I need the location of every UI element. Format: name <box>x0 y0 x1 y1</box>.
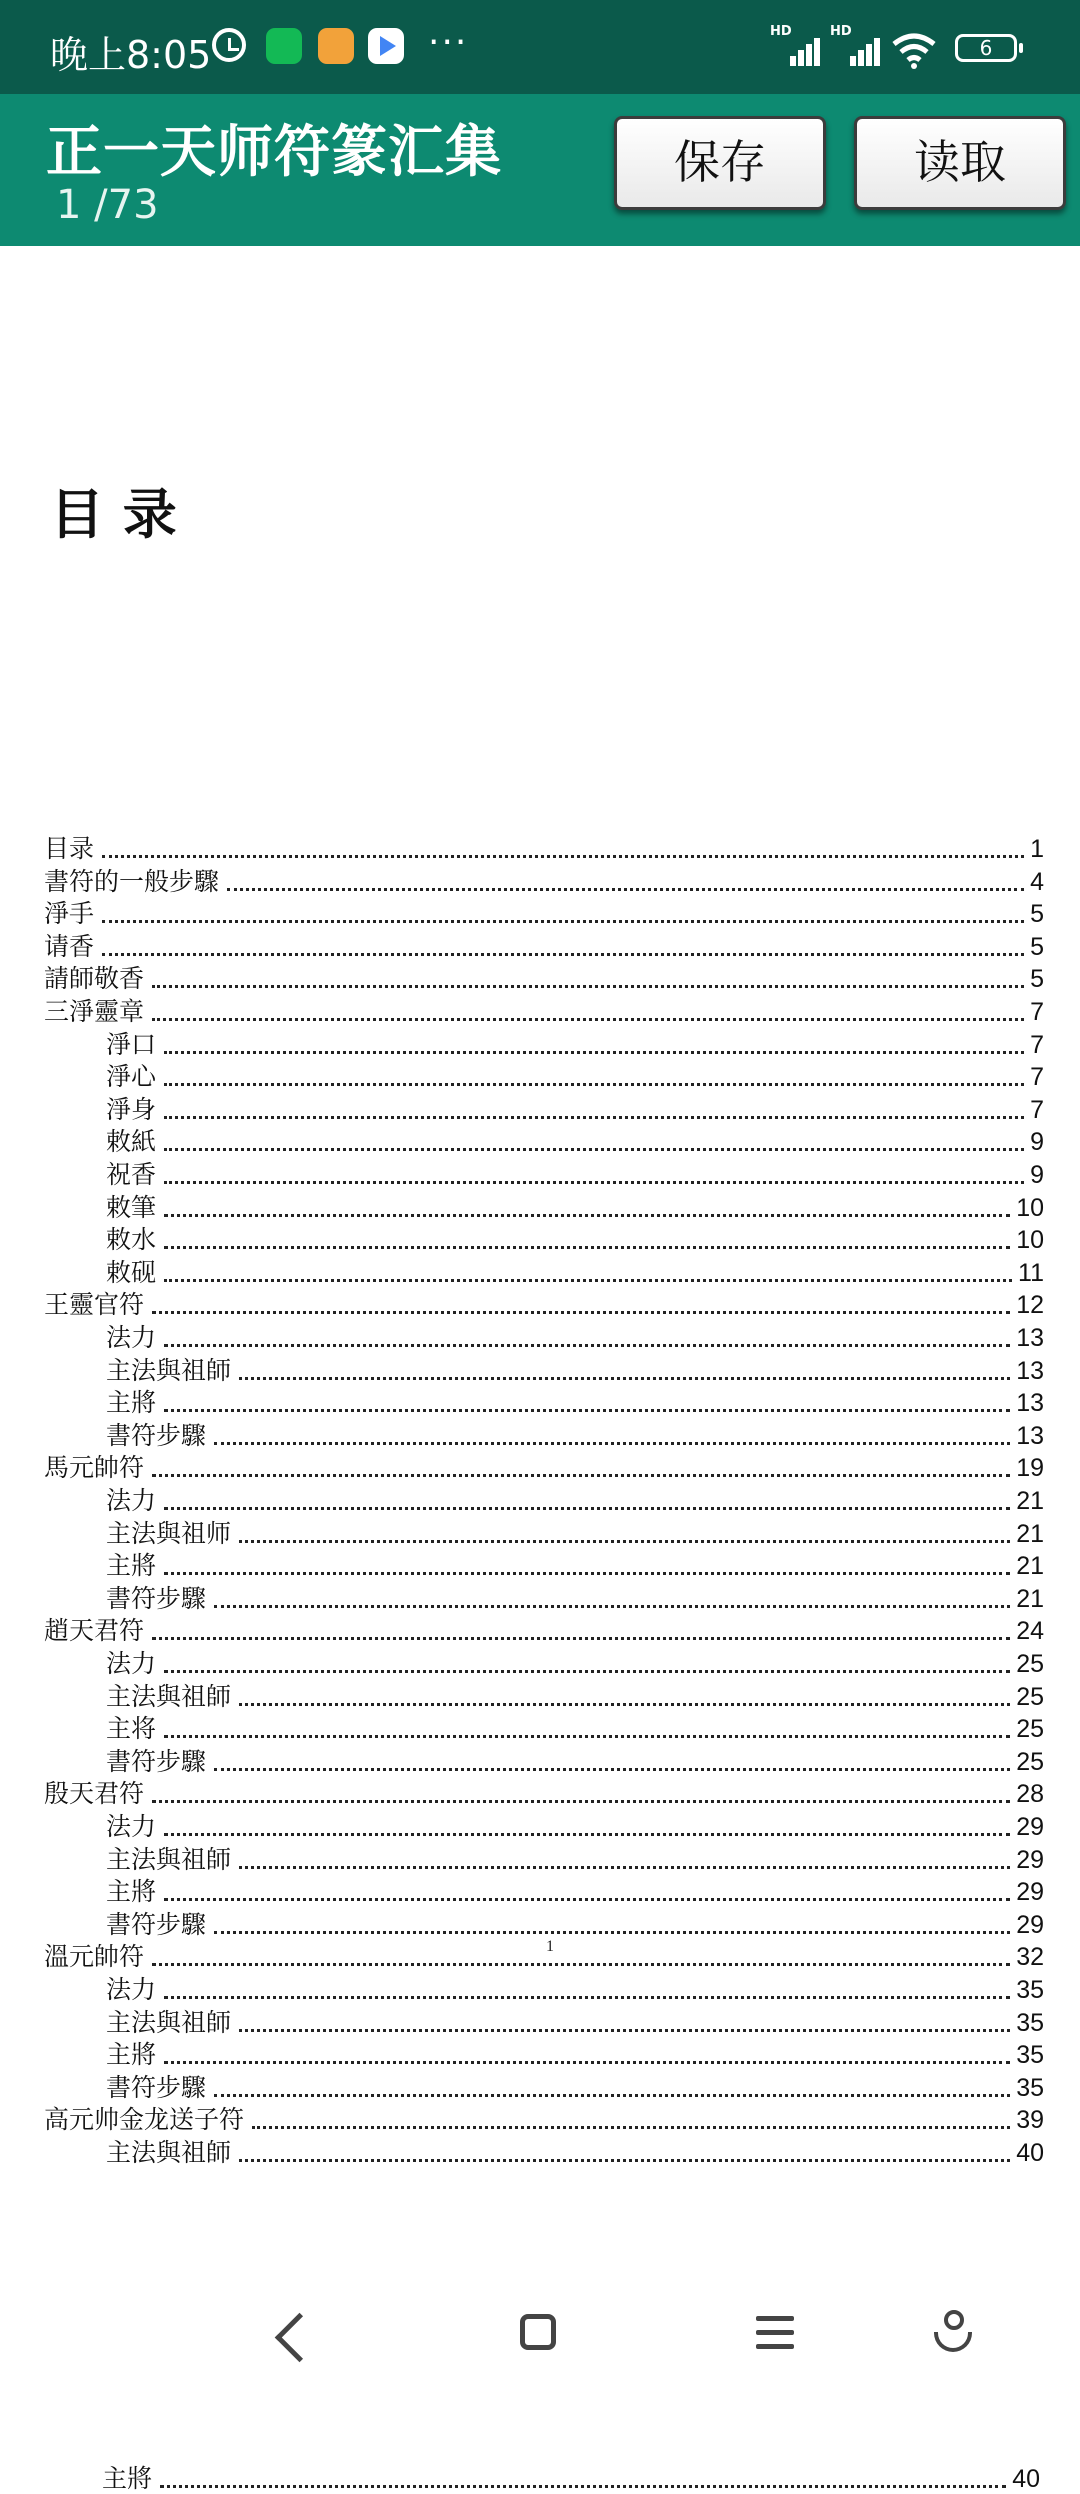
toc-leader-dots <box>214 1768 1010 1771</box>
toc-entry-label: 敕砚 <box>106 1257 157 1287</box>
toc-leader-dots <box>239 1703 1010 1706</box>
page-indicator: 1 /73 <box>56 182 159 228</box>
toc-entry-label: 法力 <box>106 1649 157 1678</box>
toc-entry <box>106 1875 1044 1907</box>
toc-entry-label: 主法與祖師 <box>106 2007 232 2037</box>
toc-entry-page: 24 <box>1016 1617 1044 1646</box>
toc-entry-page: 10 <box>1016 1193 1044 1222</box>
toc-entry <box>44 865 1044 897</box>
toc-entry <box>106 1354 1044 1386</box>
toc-entry-label: 法力 <box>106 1323 157 1352</box>
toc-entry-label: 主法與祖師 <box>106 2138 232 2167</box>
toc-leader-dots <box>164 1572 1010 1575</box>
toc-leader-dots <box>164 1181 1024 1184</box>
toc-leader-dots <box>164 1116 1024 1119</box>
toc-entry-page: 7 <box>1030 998 1044 1026</box>
toc-entry <box>106 1517 1044 1549</box>
toc-leader-dots <box>239 2029 1010 2032</box>
navigation-bar <box>0 2268 1080 2400</box>
toc-entry-label: 溫元帥符 <box>44 1942 145 1972</box>
toc-entry-page: 13 <box>1016 1421 1044 1450</box>
toc-entry-page: 13 <box>1016 1389 1044 1418</box>
toc-entry-page: 29 <box>1016 1813 1044 1841</box>
toc-entry-page: 29 <box>1016 1910 1044 1939</box>
toc-leader-dots <box>164 1279 1012 1282</box>
toc-entry-page: 11 <box>1018 1258 1044 1287</box>
toc-entry-label: 書符的一般步驟 <box>44 866 220 896</box>
toc-entry-label: 書符步驟 <box>106 1909 207 1939</box>
toc-entry-page: 7 <box>1030 1063 1044 1092</box>
toc-heading: 目 录 <box>50 482 177 546</box>
toc-entry <box>44 2103 1044 2135</box>
toc-leader-dots <box>164 1051 1024 1054</box>
toc-entry <box>102 2462 1040 2494</box>
toc-entry-label: 書符步驟 <box>106 2072 207 2102</box>
toc-entry-page: 25 <box>1016 1650 1044 1678</box>
toc-entry <box>106 1810 1044 1842</box>
toc-leader-dots <box>214 1931 1010 1934</box>
toc-leader-dots <box>152 1800 1010 1803</box>
toc-leader-dots <box>102 920 1024 923</box>
toc-entry <box>44 897 1044 929</box>
toc-entry-page: 25 <box>1016 1715 1044 1744</box>
toc-entry-page: 12 <box>1016 1291 1044 1320</box>
toc-leader-dots <box>152 1018 1024 1021</box>
toc-leader-dots <box>164 1833 1010 1836</box>
toc-leader-dots <box>214 1605 1010 1608</box>
toc-entry <box>106 1158 1044 1190</box>
toc-leader-dots <box>164 1344 1010 1347</box>
page-footer-number: 1 <box>546 1938 554 1955</box>
toc-entry <box>44 1451 1044 1483</box>
toc-entry <box>106 1484 1044 1516</box>
toc-leader-dots <box>164 1409 1010 1412</box>
toc-entry-label: 王靈官符 <box>44 1290 145 1320</box>
toc-entry <box>106 1680 1044 1712</box>
toc-leader-dots <box>152 1474 1010 1477</box>
toc-entry <box>106 1549 1044 1581</box>
toc-entry-page: 35 <box>1016 1976 1044 2004</box>
toc-entry-label: 主將 <box>106 1388 157 1418</box>
toc-leader-dots <box>164 1083 1024 1086</box>
toc-entry-page: 32 <box>1016 1943 1044 1972</box>
toc-entry-label: 三淨靈章 <box>44 997 145 1026</box>
toc-entry-label: 請師敬香 <box>44 964 145 994</box>
toc-entry-page: 5 <box>1030 900 1044 929</box>
toc-entry-page: 5 <box>1030 965 1044 994</box>
toc-entry-label: 主將 <box>102 2464 153 2493</box>
toc-leader-dots <box>152 1963 1010 1966</box>
toc-entry-page: 7 <box>1030 1095 1044 1124</box>
toc-entry <box>106 2071 1044 2103</box>
toc-leader-dots <box>164 2061 1010 2064</box>
toc-leader-dots <box>164 1996 1010 1999</box>
toc-entry <box>106 1125 1044 1157</box>
toc-entry <box>106 2136 1044 2168</box>
toc-entry-page: 29 <box>1016 1845 1044 1874</box>
toc-entry-page: 4 <box>1030 867 1044 896</box>
toc-entry-label: 敕紙 <box>106 1127 157 1157</box>
toc-entry <box>106 1843 1044 1875</box>
status-bar <box>0 0 1080 94</box>
toc-entry-page: 21 <box>1016 1552 1044 1581</box>
toc-entry-label: 淨口 <box>106 1029 157 1059</box>
toc-entry-page: 28 <box>1016 1780 1044 1809</box>
toc-entry <box>44 995 1044 1027</box>
home-icon[interactable] <box>520 2314 556 2350</box>
save-button[interactable]: 保存 <box>614 116 826 210</box>
toc-entry-label: 法力 <box>106 1975 157 2004</box>
toc-entry <box>44 930 1044 962</box>
toc-entry <box>106 2006 1044 2038</box>
wifi-icon <box>890 30 938 70</box>
menu-icon[interactable] <box>756 2316 794 2358</box>
toc-leader-dots <box>239 1540 1010 1543</box>
toc-entry <box>106 1647 1044 1679</box>
toc-entry-label: 主法與祖師 <box>106 1681 232 1711</box>
toc-leader-dots <box>239 1377 1010 1380</box>
toc-entry <box>106 1908 1044 1940</box>
toc-entry <box>106 1060 1044 1092</box>
toc-entry-page: 13 <box>1016 1356 1044 1385</box>
signal-hd-icon: HD <box>830 30 882 66</box>
toc-entry-label: 祝香 <box>106 1160 157 1189</box>
status-time: 晚上8:05 <box>50 33 212 77</box>
toc-entry-page: 5 <box>1030 932 1044 961</box>
page-title: 正一天师符篆汇集 <box>46 120 502 185</box>
toc-entry <box>44 1777 1044 1809</box>
toc-entry-label: 書符步驟 <box>106 1420 207 1450</box>
toc-leader-dots <box>239 2159 1010 2162</box>
app-bar <box>0 94 1080 246</box>
toc-entry-label: 目录 <box>44 834 95 863</box>
toc-entry-page: 40 <box>1016 2139 1044 2167</box>
toc-entry-label: 敕水 <box>106 1225 157 1255</box>
toc-entry-page: 21 <box>1016 1487 1044 1515</box>
toc-entry-label: 主法與祖师 <box>106 1518 232 1548</box>
toc-entry <box>106 1582 1044 1614</box>
toc-entry-page: 9 <box>1030 1128 1044 1157</box>
back-icon[interactable] <box>275 2313 324 2362</box>
toc-leader-dots <box>164 1246 1010 1249</box>
toc-leader-dots <box>239 1866 1010 1869</box>
toc-entry-label: 主將 <box>106 1877 157 1907</box>
toc-entry-page: 25 <box>1016 1747 1044 1776</box>
toc-entry-page: 9 <box>1030 1161 1044 1189</box>
toc-entry <box>106 1191 1044 1223</box>
toc-entry <box>106 1973 1044 2005</box>
toc-entry-page: 10 <box>1016 1226 1044 1255</box>
toc-entry-label: 主將 <box>106 1551 157 1581</box>
toc-entry <box>44 1614 1044 1646</box>
toc-leader-dots <box>152 1637 1010 1640</box>
accessibility-icon[interactable] <box>932 2310 976 2356</box>
toc-entry-label: 主法與祖師 <box>106 1355 232 1385</box>
toc-entry-label: 主将 <box>106 1714 157 1744</box>
message-app-icon <box>318 28 354 64</box>
toc-leader-dots <box>164 1670 1010 1673</box>
toc-entry-label: 書符步驟 <box>106 1746 207 1776</box>
toc-leader-dots <box>160 2485 1006 2488</box>
toc-entry <box>106 1256 1044 1288</box>
toc-entry-page: 35 <box>1016 2073 1044 2102</box>
play-store-icon <box>368 28 404 64</box>
toc-entry <box>106 2038 1044 2070</box>
toc-entry <box>44 1288 1044 1320</box>
toc-entry-label: 殷天君符 <box>44 1779 145 1809</box>
toc-leader-dots <box>152 1311 1010 1314</box>
toc-leader-dots <box>164 1735 1010 1738</box>
toc-entry-page: 7 <box>1030 1030 1044 1059</box>
toc-entry-page: 19 <box>1016 1454 1044 1483</box>
toc-entry-label: 法力 <box>106 1486 157 1515</box>
toc-leader-dots <box>164 1214 1010 1217</box>
toc-entry-label: 法力 <box>106 1812 157 1841</box>
toc-entry-label: 淨心 <box>106 1062 157 1092</box>
toc-entry-page: 35 <box>1016 2041 1044 2070</box>
toc-leader-dots <box>164 1507 1010 1510</box>
toc-entry-page: 35 <box>1016 2008 1044 2037</box>
more-notifications-icon: ··· <box>428 22 469 63</box>
toc-entry-page: 21 <box>1016 1584 1044 1613</box>
toc-entry-label: 馬元帥符 <box>44 1453 145 1483</box>
toc-leader-dots <box>102 855 1024 858</box>
toc-entry-label: 主將 <box>106 2040 157 2070</box>
toc-leader-dots <box>164 1898 1010 1901</box>
toc-leader-dots <box>102 953 1024 956</box>
toc-entry <box>44 832 1044 864</box>
toc-entry-page: 25 <box>1016 1682 1044 1711</box>
toc-entry <box>106 1386 1044 1418</box>
toc-entry-label: 敕筆 <box>106 1192 157 1222</box>
toc-entry-label: 请香 <box>44 931 95 961</box>
toc-entry <box>106 1745 1044 1777</box>
toc-entry-page: 40 <box>1012 2465 1040 2493</box>
toc-entry-page: 13 <box>1016 1324 1044 1352</box>
toc-entry-page: 39 <box>1016 2106 1044 2135</box>
toc-leader-dots <box>164 1148 1024 1151</box>
document-viewer[interactable] <box>0 246 1080 2493</box>
load-button[interactable]: 读取 <box>854 116 1066 210</box>
toc-entry <box>44 1940 1044 1972</box>
signal-hd-icon: HD <box>770 30 822 66</box>
toc-entry <box>106 1712 1044 1744</box>
toc-entry-label: 高元帅金龙送子符 <box>44 2105 245 2135</box>
toc-leader-dots <box>227 888 1024 891</box>
toc-entry <box>106 1223 1044 1255</box>
toc-leader-dots <box>214 1442 1010 1445</box>
toc-entry-label: 淨手 <box>44 899 95 929</box>
toc-entry-label: 主法與祖師 <box>106 1844 232 1874</box>
toc-entry <box>106 1321 1044 1353</box>
toc-entry-page: 21 <box>1016 1519 1044 1548</box>
alarm-icon <box>212 28 246 62</box>
toc-entry-label: 趙天君符 <box>44 1616 145 1646</box>
toc-leader-dots <box>214 2094 1010 2097</box>
battery-icon: 6 <box>955 34 1017 62</box>
toc-entry <box>106 1419 1044 1451</box>
toc-entry <box>106 1028 1044 1060</box>
toc-entry-label: 淨身 <box>106 1094 157 1124</box>
wechat-icon <box>266 28 302 64</box>
toc-entry-label: 書符步驟 <box>106 1583 207 1613</box>
toc-entry <box>44 962 1044 994</box>
toc-leader-dots <box>252 2126 1010 2129</box>
toc-leader-dots <box>152 985 1024 988</box>
toc-entry <box>106 1093 1044 1125</box>
toc-entry-page: 29 <box>1016 1878 1044 1907</box>
toc-entry-page: 1 <box>1030 835 1044 863</box>
